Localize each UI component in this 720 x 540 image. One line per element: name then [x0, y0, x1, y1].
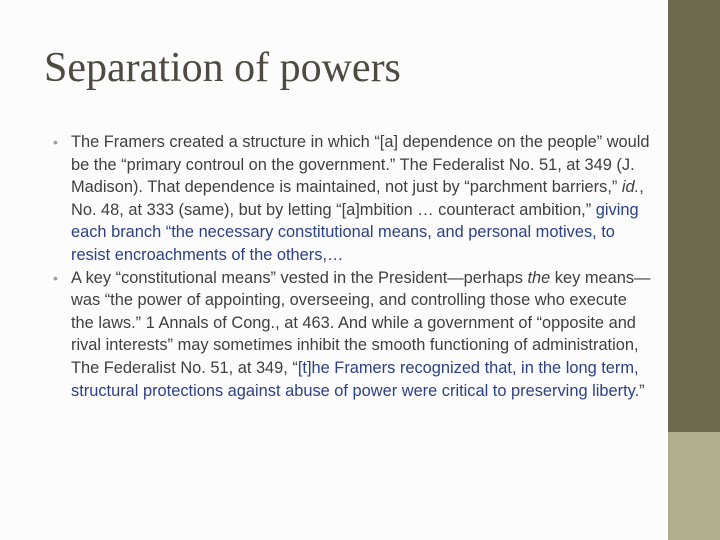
- decorative-sidebar-bottom: [668, 432, 720, 540]
- bullet-text-italic: id.: [621, 178, 640, 197]
- bullet-icon: •: [53, 134, 58, 150]
- bullet-text: A key “constitutional means” vested in the President—perhaps: [71, 268, 528, 287]
- bullet-text: , No. 48, at 333 (same), but by letting “[a]mbition … counteract ambition,”: [71, 178, 644, 219]
- bullet-text-italic: the: [527, 268, 551, 287]
- bullet-item-1: [52, 131, 652, 267]
- bullet-item-2: [52, 267, 652, 403]
- bullet-icon: •: [53, 269, 58, 286]
- bullet-text: The Framers created a structure in which “[a] dependence on the people” would be the “primary controul on the government.” The Federalist No. 51, at 349 (J. Madison). That dependence is maintained, not just by “parchment barriers,”: [71, 133, 650, 197]
- bullet-text: key means—was “the power of appointing, overseeing, and controlling those who execute the laws.” 1 Annals of Cong., at 463. And while a government of “opposite and rival interests” may sometimes inhibit the smooth functioning of administration, The Federalist No. 51, at 349, “: [71, 268, 651, 377]
- bullet-list: [52, 131, 652, 402]
- bullet-text-highlight: [t]he Framers recognized that, in the long term, structural protections against abuse of power were critical to preserving liberty.: [71, 358, 640, 400]
- decorative-sidebar-top: [668, 0, 720, 432]
- bullet-text-highlight: giving each branch “the necessary constitutional means, and personal motives, to resist encroachments of the others,…: [71, 200, 639, 264]
- slide-title: Separation of powers: [44, 45, 401, 91]
- bullet-text: ”: [639, 381, 645, 400]
